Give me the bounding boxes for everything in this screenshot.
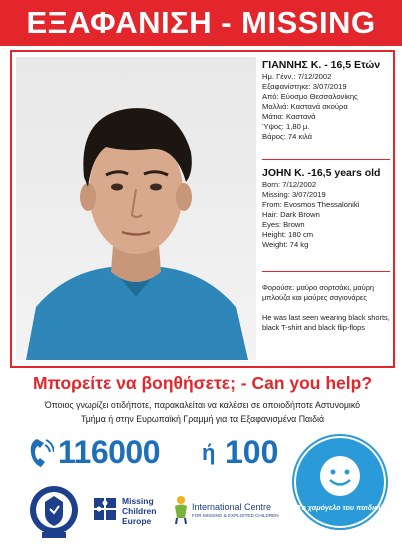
child-figure-icon bbox=[172, 494, 190, 524]
phone-icon bbox=[28, 437, 54, 469]
greek-detail-line: Ύψος: 1,80 μ. bbox=[262, 122, 310, 131]
hotline-connector: ή bbox=[202, 440, 216, 465]
english-details bbox=[262, 167, 392, 250]
greek-clothing bbox=[262, 283, 392, 303]
smile-logo-text: Το χαμόγελο του παιδιού bbox=[297, 503, 383, 512]
english-detail-line: Height: 180 cm bbox=[262, 230, 314, 239]
greek-detail-line: Από: Εύοσμο Θεσσαλονίκης bbox=[262, 92, 358, 101]
greek-detail-line: Μαλλιά: Καστανά σκούρα bbox=[262, 102, 348, 111]
info-panel bbox=[262, 57, 392, 360]
english-name: JOHN K. -16,5 years old bbox=[262, 167, 381, 179]
icmec-logo-text: International Centre bbox=[192, 502, 272, 512]
help-instructions-line: Τμήμα ή στην Ευρωπαϊκή Γραμμή για τα Εξαφανισμένα Παιδιά bbox=[80, 414, 325, 424]
hotline-number[interactable]: 116000 bbox=[58, 434, 161, 470]
icmec-logo-subtext: FOR MISSING & EXPLOITED CHILDREN bbox=[192, 513, 279, 518]
divider bbox=[262, 159, 390, 160]
poster-header bbox=[0, 0, 402, 46]
english-detail-line: Born: 7/12/2002 bbox=[262, 180, 317, 189]
divider bbox=[262, 271, 390, 272]
missing-person-photo bbox=[16, 57, 256, 360]
english-detail-line: Weight: 74 kg bbox=[262, 240, 309, 249]
smile-of-the-child-logo bbox=[290, 432, 390, 532]
missing-children-europe-logo bbox=[92, 494, 172, 534]
help-instructions-line: Όποιος γνωρίζει οτιδήποτε, παρακαλείται να καλέσει σε οποιοδήποτε Αστυνομικό bbox=[44, 400, 361, 410]
greek-details bbox=[262, 59, 392, 142]
greek-clothing-description: Φορούσε: μαύρο σορτσάκι, μαύρη μπλούζα και μαύρες σαγιονάρες bbox=[262, 283, 375, 302]
icmec-logo bbox=[172, 494, 300, 534]
portrait-illustration bbox=[16, 57, 256, 360]
english-clothing-description: He was last seen wearing black shorts, black T-shirt and black flip-flops bbox=[262, 313, 390, 332]
greek-detail-line: Μάτια: Καστανά bbox=[262, 112, 316, 121]
english-detail-line: From: Evosmos Thessaloniki bbox=[262, 200, 360, 209]
puzzle-icon bbox=[92, 494, 118, 524]
greek-detail-line: Ημ. Γένν.: 7/12/2002 bbox=[262, 72, 332, 81]
english-clothing bbox=[262, 313, 392, 333]
help-title: Μπορείτε να βοηθήσετε; - Can you help? bbox=[32, 373, 373, 393]
english-detail-line: Eyes: Brown bbox=[262, 220, 305, 229]
mce-logo-text: Missing Children Europe bbox=[122, 496, 157, 526]
greek-detail-line: Εξαφανίστηκε: 3/07/2019 bbox=[262, 82, 347, 91]
hellenic-police-logo bbox=[28, 484, 80, 540]
footer-logos bbox=[10, 478, 300, 548]
english-detail-line: Missing: 3/07/2019 bbox=[262, 190, 326, 199]
greek-detail-line: Βάρος: 74 κιλά bbox=[262, 132, 312, 141]
page-title: ΕΞΑΦΑΝΙΣΗ - MISSING bbox=[26, 5, 376, 40]
police-number[interactable]: 100 bbox=[225, 434, 279, 470]
english-detail-line: Hair: Dark Brown bbox=[262, 210, 320, 219]
greek-name: ΓΙΑΝΝΗΣ Κ. - 16,5 Ετών bbox=[262, 59, 381, 71]
